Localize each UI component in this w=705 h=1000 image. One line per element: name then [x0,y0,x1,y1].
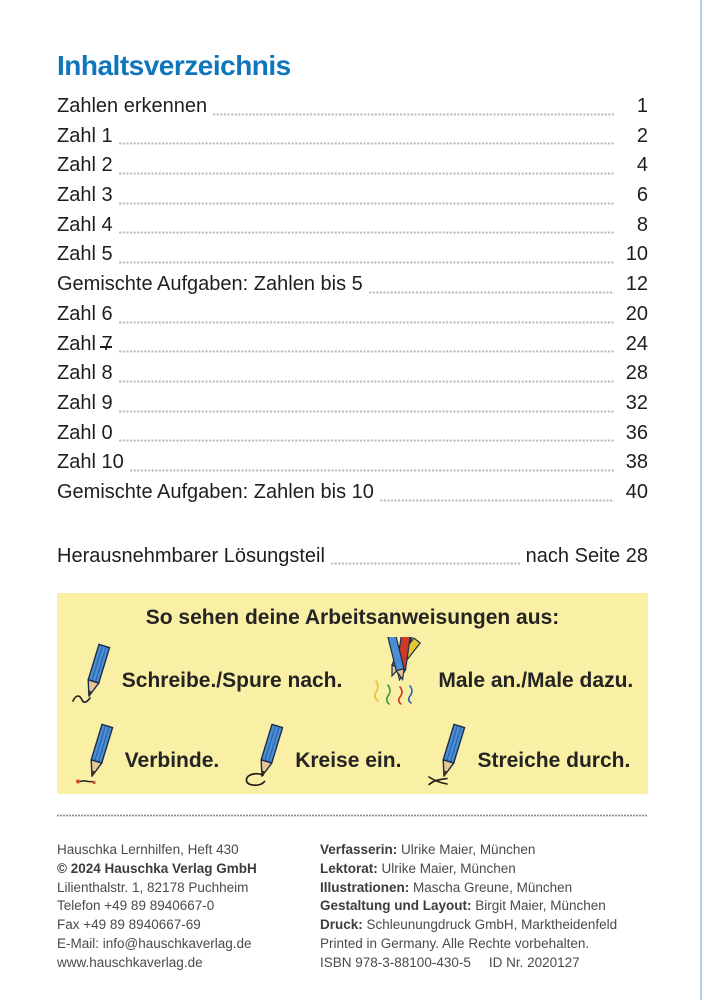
instruction-item [368,637,633,707]
dotted-leader [119,350,614,353]
instruction-item [245,723,401,787]
toc-entry-page: 2 [636,124,648,147]
page-title: Inhaltsverzeichnis [57,50,291,81]
toc-entry-label: Zahl 9 [57,391,113,414]
dotted-leader [119,261,614,264]
footer-line: Verfasserin: Ulrike Maier, München [320,842,536,858]
footer-line-label: Verfasserin: [320,842,398,858]
toc-entry-page: 12 [625,273,648,296]
colored-pencils-icon [368,637,434,707]
footer-line-label: Gestaltung und Layout: [320,898,472,914]
footer-line-label: © 2024 Hauschka Verlag GmbH [57,861,257,877]
instruction-label: Streiche durch. [477,749,631,773]
dotted-leader [130,469,614,472]
instructions-row-1 [65,637,640,707]
toc-entry-label: Gemischte Aufgaben: Zahlen bis 5 [57,273,363,296]
toc-entry [57,389,648,419]
footer-line-label: Illustrationen: [320,879,410,895]
toc-entry [57,211,648,241]
dotted-leader [119,202,614,205]
dotted-leader [119,231,614,234]
footer-line: Hauschka Lernhilfen, Heft 430 [57,842,239,858]
toc-entry [57,359,648,389]
toc-entry-page: 40 [625,480,648,503]
toc-entry-label: Zahl 7 [57,330,113,360]
toc-entry [57,478,648,508]
toc-solutions-page: nach Seite 28 [525,544,648,567]
footer-line: ISBN 978-3-88100-430-5 ID Nr. 2020127 [320,954,580,970]
footer-line: Druck: Schleunungdruck GmbH, Marktheidenfeld [320,917,618,933]
footer-line: Telefon +49 89 8940667-0 [57,898,215,914]
footer-line: Lektorat: Ulrike Maier, München [320,861,516,877]
toc-entry [57,181,648,211]
pencil-circle-icon [245,723,291,787]
page-edge-line [700,0,703,1000]
footer-credits-column [320,841,648,972]
toc-entry-label: Zahl 3 [57,184,113,207]
toc-entry [57,270,648,300]
instruction-label: Kreise ein. [295,749,402,773]
footer-line-label: Druck: [320,917,363,933]
instruction-label: Male an./Male dazu. [438,669,634,693]
toc-entry [57,300,648,330]
dotted-leader [119,439,614,442]
toc-entry-page: 38 [625,451,648,474]
toc-entry-label: Zahl 6 [57,302,113,325]
toc-entry-label: Zahl 8 [57,362,113,385]
toc-entry-label: Zahl 2 [57,154,113,177]
toc-entry-label: Zahl 1 [57,124,113,147]
instruction-item [427,723,630,787]
crossed-seven-digit: 7 [101,330,112,360]
toc-entry-page: 32 [625,391,648,414]
instructions-row-2 [65,711,640,787]
dotted-leader [331,562,520,565]
dotted-leader [119,321,614,324]
instruction-label: Verbinde. [124,749,220,773]
toc-entry-label: Zahl 5 [57,243,113,266]
toc-entry-label: Zahl 0 [57,421,113,444]
toc-entry-page: 28 [625,362,648,385]
instruction-item [75,723,220,787]
dotted-leader [119,380,614,383]
instruction-label: Schreibe./Spure nach. [121,669,343,693]
page-content [57,0,648,972]
toc-entry [57,151,648,181]
pencil-write-icon [72,643,118,707]
toc-entry [57,330,648,360]
toc-entry-page: 24 [625,332,648,355]
toc-entry [57,419,648,449]
toc-entry-page: 6 [636,184,648,207]
toc-entry-page: 4 [636,154,648,177]
toc-entry-page: 10 [625,243,648,266]
toc-list [57,92,648,508]
footer-line: Printed in Germany. Alle Rechte vorbehalten. [320,935,590,951]
pencil-connect-icon [75,723,121,787]
toc-entry-page: 8 [636,213,648,236]
pencil-cross-icon [427,723,473,787]
toc-entry [57,92,648,122]
footer-line: E-Mail: info@hauschkaverlag.de [57,935,252,951]
toc-entry-label: Zahl 4 [57,213,113,236]
dotted-leader [369,291,614,294]
footer [57,841,648,972]
dotted-leader [119,410,614,413]
toc-entry-label: Zahl 10 [57,451,124,474]
footer-line: Gestaltung und Layout: Birgit Maier, München [320,898,606,914]
footer-publisher-column [57,841,320,972]
toc-entry [57,122,648,152]
dotted-leader [213,113,614,116]
instructions-box [57,593,648,794]
toc-solutions-label: Herausnehmbarer Lösungsteil [57,544,325,567]
instruction-item [72,643,343,707]
footer-line: www.hauschkaverlag.de [57,954,203,970]
toc-entry-page: 1 [636,95,648,117]
toc-entry [57,448,648,478]
toc-entry-page: 20 [625,302,648,325]
footer-line: Fax +49 89 8940667-69 [57,917,201,933]
dotted-leader [380,499,614,502]
dotted-leader [119,172,614,175]
toc-solutions-row [57,542,648,572]
footer-line-label: Lektorat: [320,861,378,877]
footer-line: Illustrationen: Mascha Greune, München [320,879,573,895]
toc-entry-label: Gemischte Aufgaben: Zahlen bis 10 [57,480,374,503]
toc-entry-page: 36 [625,421,648,444]
toc-entry [57,240,648,270]
dotted-leader [119,142,614,145]
footer-divider [57,814,648,817]
footer-line [57,860,320,879]
instructions-box-title: So sehen deine Arbeitsanweisungen aus: [145,606,560,630]
footer-line: Lilienthalstr. 1, 82178 Puchheim [57,879,249,895]
toc-entry-label: Zahlen erkennen [57,95,208,117]
